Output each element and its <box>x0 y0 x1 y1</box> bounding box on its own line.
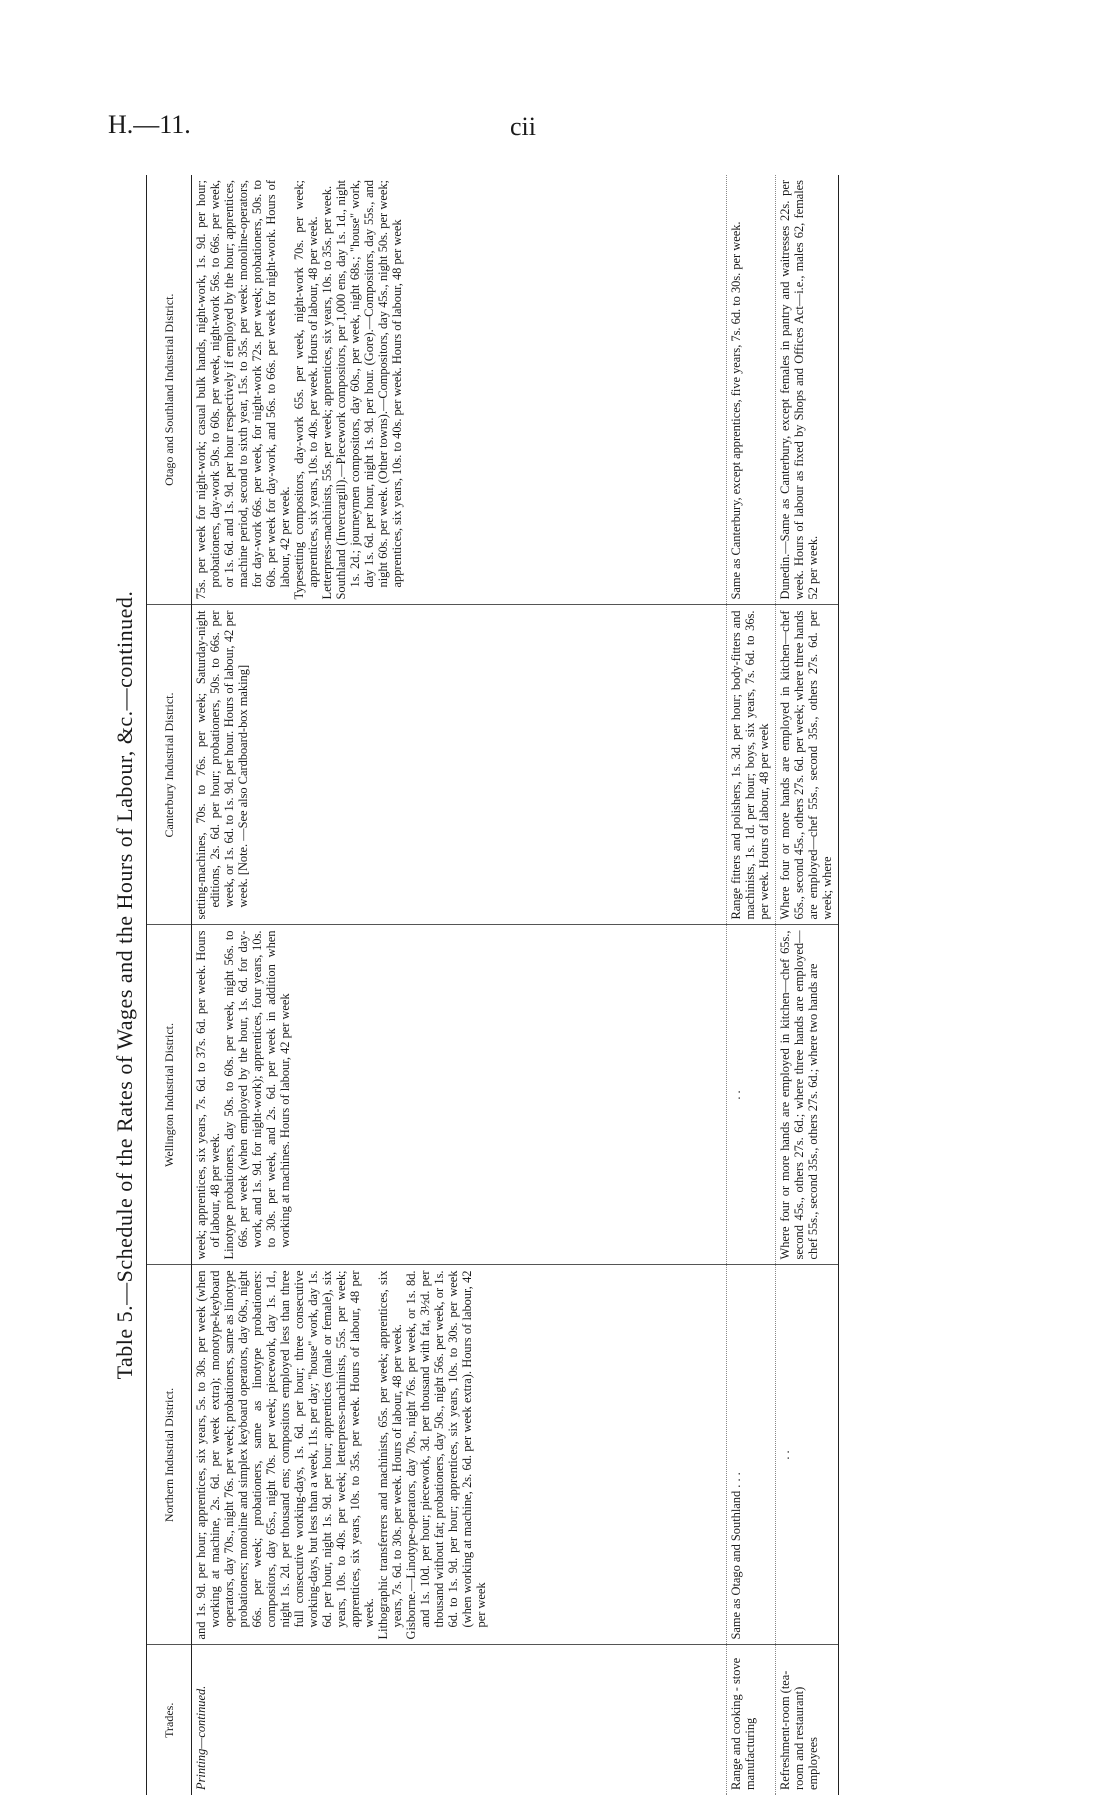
otago-cell: Same as Canterbury, except apprentices, five years, 7s. 6d. to 30s. per week. <box>727 175 776 605</box>
cell-paragraph: Southland (Invercargill).—Piecework compositors, per 1,000 ens, day 1s. 1d., night 1s. 2d.; journeymen compositors, day 60s., per week, night 68s.; "house" work, day 1s. 6d. per hour, night 1s. 9d. per hour. (Gore).—Compositors, day 55s., and night 60s. per week. (Other towns).—Compositors, day 45s., night 50s. per week; apprentices, six years, 10s. to 40s. per week. Hours of labour, 48 per week <box>334 180 404 600</box>
cell-paragraph: Typesetting compositors, day-work 65s. per week, night-work 70s. per week; apprentices, six years, 10s. to 40s. per week. Hours of labour, 48 per week. <box>292 180 320 600</box>
header-trades: Trades. <box>147 1645 192 1795</box>
cell-paragraph: Linotype probationers, day 50s. to 60s. per week, night 56s. to 66s. per week (when employed by the hour, 1s. 6d. for day-work, and 1s. 9d. for night-work); apprentices, four years, 10s. to 30s. per week, and 2s. 6d. per week in addition when working at machines. Hours of labour, 42 per week <box>222 930 292 1260</box>
header-row <box>147 175 192 1795</box>
wages-schedule-table <box>146 175 839 1795</box>
table-row <box>776 175 839 1795</box>
table-row <box>727 175 776 1795</box>
wellington-cell: . . <box>727 925 776 1265</box>
trade-cell: Range and cooking - stove manufacturing <box>729 1657 757 1790</box>
canterbury-cell: Where four or more hands are employed in kitchen—chef 65s., second 45s., others 27s. 6d. per week; where three hands are employed—chef 55s., second 35s., others 27s. 6d. per week; where <box>776 605 839 925</box>
canterbury-cell <box>192 605 727 925</box>
table-row <box>192 175 727 1795</box>
header-otago: Otago and Southland Industrial District. <box>147 175 192 605</box>
cell-paragraph: Letterpress-machinists, 55s. per week; apprentices, six years, 10s. to 35s. per week. <box>320 185 334 600</box>
wellington-cell <box>192 925 727 1265</box>
rotated-page <box>112 95 1100 1795</box>
northern-cell: . . <box>776 1265 839 1645</box>
page-reference: H.—11. <box>108 110 191 139</box>
cell-paragraph: setting-machines, 70s. to 76s. per week; Saturday-night editions, 2s. 6d. per hour; probationers, 50s. to 66s. per week, or 1s. 6d. to 1s. 9d. per hour. Hours of labour, 42 per week. [Note. —See also Cardboard-box making] <box>194 610 250 920</box>
trade-cell: Refreshment-room (tea-room and restaurant) employees <box>776 1645 839 1795</box>
northern-cell: Same as Otago and Southland . . . <box>727 1265 776 1645</box>
header-wellington: Wellington Industrial District. <box>147 925 192 1265</box>
cell-paragraph: Dunedin.—Same as Canterbury, except females in pantry and waitresses 22s. per week. Hours of labour as fixed by Shops and Offices Act—i.e., males 62, females 52 per week. <box>778 180 820 600</box>
cell-paragraph: and 1s. 9d. per hour; apprentices, six years, 5s. to 30s. per week (when working at machine, 2s. 6d. per week extra); monotype-keyboard operators, day 70s., night 76s. per week; probationers, same as linotype probationers; monoline and simplex keyboard operators, day 60s., night 66s. per week; probationers, same as linotype probationers: compositors, day 65s., night 70s. per week; piecework, day 1s. 1d., night 1s. 2d. per thousand ens; compositors employed less than three full consecutive working-days, 1s. 6d. per hour; three consecutive working-days, but less than a week, 11s. per day; "house" work, day 1s. 6d. per hour, night 1s. 9d. per hour; apprentices (male or female), six years, 10s. to 40s. per week; letterpress-machinists, 55s. per week; apprentices, six years, 10s. to 35s. per week. Hours of labour, 48 per week. <box>194 1270 376 1640</box>
trade-label: Printing—continued. <box>194 1685 208 1790</box>
cell-paragraph: 75s. per week for night-work; casual bulk hands, night-work, 1s. 9d. per hour; probationers, day-work 50s. to 60s. per week, night-work 56s. to 66s. per week, or 1s. 6d. and 1s. 9d. per hour respectively if employed by the hour; apprentices, machine period, second to sixth year, 15s. to 35s. per week: monoline-operators, for day-work 66s. per week, for night-work 72s. per week; probationers, 50s. to 60s. per week for day-work, and 56s. to 66s. per week for night-work. Hours of labour, 42 per week. <box>194 180 292 600</box>
header-canterbury: Canterbury Industrial District. <box>147 605 192 925</box>
cell-paragraph: week; apprentices, six years, 7s. 6d. to 37s. 6d. per week. Hours of labour, 48 per week. <box>194 930 222 1260</box>
wellington-cell: Where four or more hands are employed in kitchen—chef 65s., second 45s., others 27s. 6d.; where three hands are employed—chef 55s., second 35s., others 27s. 6d.; where two hands are <box>776 925 839 1265</box>
table-title: Table 5.—Schedule of the Rates of Wages and the Hours of Labour, &c.—continued. <box>112 590 137 1380</box>
northern-cell <box>192 1265 727 1645</box>
header-northern: Northern Industrial District. <box>147 1265 192 1645</box>
otago-cell <box>192 175 727 605</box>
cell-paragraph: Gisborne.—Linotype-operators, day 70s., night 76s. per week, or 1s. 8d. and 1s. 10d. per hour; piecework, 3d. per thousand with fat, 3½d. per thousand without fat; probationers, day 50s., night 56s. per week, or 1s. 6d. to 1s. 9d. per hour; apprentices, six years, 10s. to 30s. per week (when working at machine, 2s. 6d. per week extra). Hours of labour, 42 per week <box>404 1270 488 1640</box>
canterbury-cell: Range fitters and polishers, 1s. 3d. per hour; body-fitters and machinists, 1s. 1d. per hour; boys, six years, 7s. 6d. to 36s. per week. Hours of labour, 48 per week <box>727 605 776 925</box>
trade-cell <box>192 1645 727 1795</box>
otago-cell <box>776 175 839 605</box>
page-number: cii <box>510 112 536 141</box>
cell-paragraph: Lithographic transferrers and machinists, 65s. per week; apprentices, six years, 7s. 6d. to 30s. per week. Hours of labour, 48 per week. <box>376 1270 404 1640</box>
